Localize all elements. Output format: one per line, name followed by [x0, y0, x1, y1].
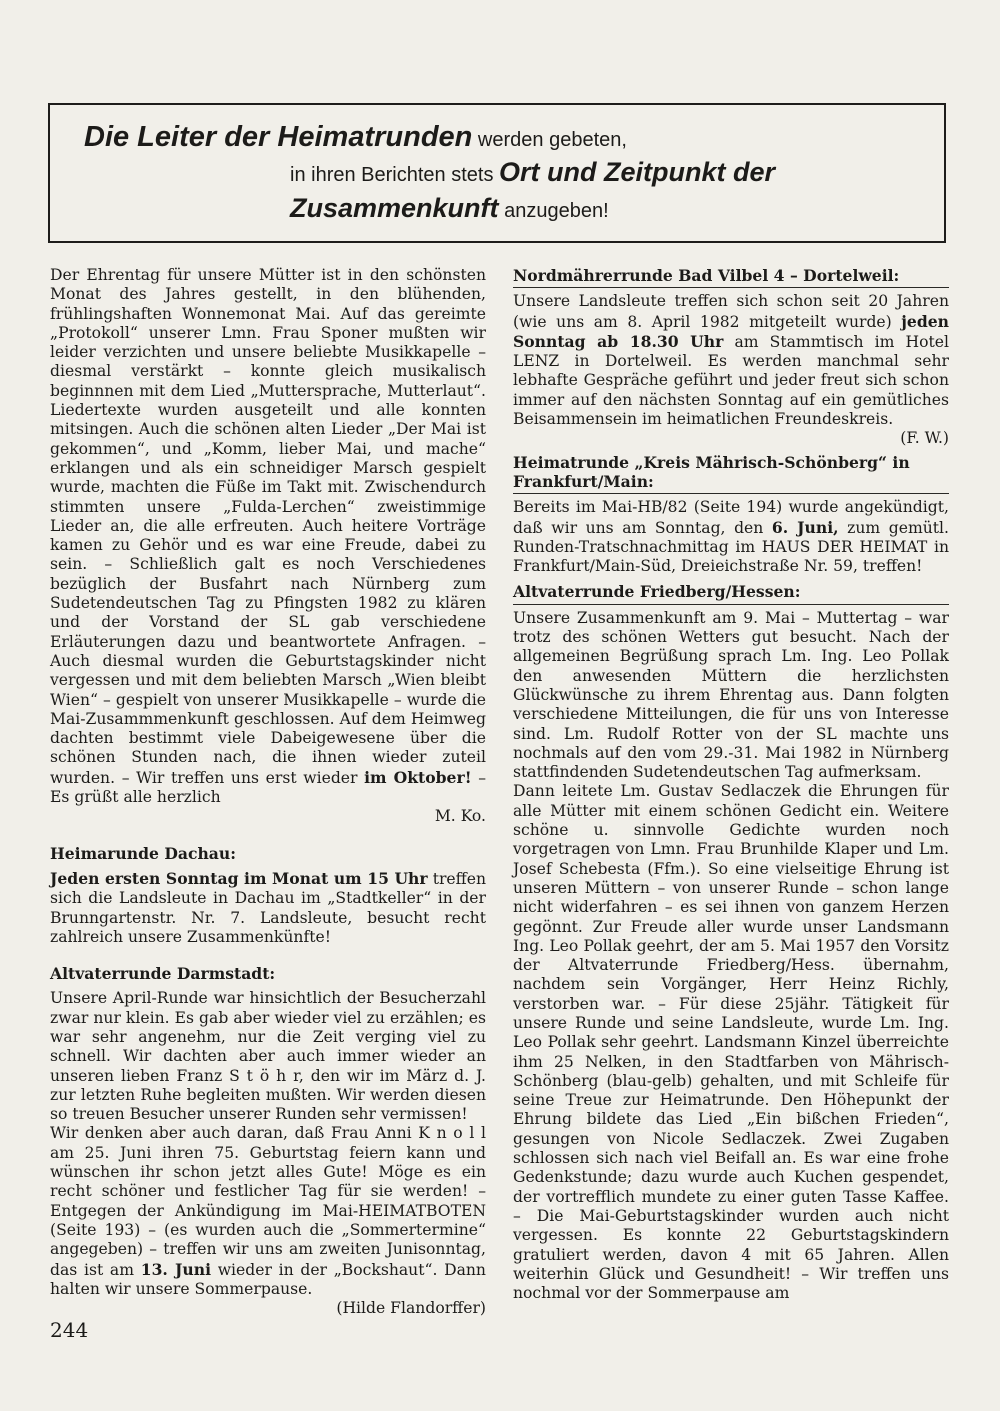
intro-paragraph: Der Ehrentag für unsere Mütter ist in den schönsten Monat des Jahres gestellt, in den blühenden, frühlingshaften Wonnemonat Mai. Auf das gereimte „Protokoll“ unserer Lmn. Frau Sponer mußten wir leider verzichten und unsere beliebte Musikkapelle – diesmal verstärkt – konnte gleich musikalisch beginnnen mit dem Lied „Muttersprache, Mutterlaut“. Liedertexte wurden ausgeteilt und alle konnten mitsingen. Auch die schönen alten Lieder „Der Mai ist gekommen“, und „Komm, lieber Mai, und mache“ erklangen und als ein schneidiger Marsch gespielt wurde, machten die Füße im Takt mit. Zwischendurch stimmten unsere „Fulda-Lerchen“ zweistimmige Lieder an, die alle erfreuten. Auch heitere Vorträge kamen zu Gehör und es war eine Freude, dabei zu sein. – Schließlich galt es noch Verschiedenes bezüglich der Busfahrt nach Nürnberg zum Sudetendeutschen Tag zu Pfingsten 1982 zu klären und der Vorstand der SL gab verschiedene Erläuterungen dazu und beantwortete Anfragen. – Auch diesmal wurden die Geburtstagskinder nicht vergessen und mit dem beliebten Marsch „Wien bleibt Wien“ – gespielt von unserer Musikkapelle – wurde die Mai-Zusammmenkunft geschlossen. Auf dem Heimweg dachten bestimmt viele Dabeigewesene über die schönen Stunden nach, die ihnen wieder zuteil wurden. – Wir treffen uns erst wieder im Oktober! – Es grüßt alle herzlich	[50, 266, 486, 807]
friedberg-rule	[513, 604, 949, 605]
vilbel-signature: (F. W.)	[900, 429, 949, 448]
vilbel-paragraph: Unsere Landsleute treffen sich schon seit 20 Jahren (wie uns am 8. April 1982 mitgeteilt wurde) jeden Sonntag ab 18.30 Uhr am Stammtisch im Hotel LENZ in Dortelweil. Es werden manchmal sehr lebhafte Gespräche geführt und jeder freut sich schon immer auf den nächsten Sonntag auf ein gemütliches Beisammensein im heimatlichen Freundeskreis.	[513, 292, 949, 429]
notice-box	[48, 103, 946, 243]
intro-signature: M. Ko.	[434, 807, 486, 826]
notice-line-2: in ihren Berichten stets Ort und Zeitpunkt der	[290, 157, 775, 187]
vilbel-heading: Nordmährerrunde Bad Vilbel 4 – Dortelweil:	[513, 266, 900, 285]
frankfurt-paragraph: Bereits im Mai-HB/82 (Seite 194) wurde angekündigt, daß wir uns am Sonntag, den 6. Juni, zum gemütl. Runden-Tratschnachmittag im HAUS DER HEIMAT in Frankfurt/Main-Süd, Dreieichstraße Nr. 59, treffen!	[513, 498, 949, 576]
left-column	[50, 266, 486, 1318]
frankfurt-heading: Heimatrunde „Kreis Mährisch-Schönberg“ in Frankfurt/Main:	[513, 452, 910, 491]
dachau-heading: Heimarunde Dachau:	[50, 843, 236, 863]
friedberg-paragraph-1: Unsere Zusammenkunft am 9. Mai – Muttertag – war trotz des schönen Wetters gut besucht. Nach der allgemeinen Begrüßung sprach Lm. Ing. Leo Pollak den anwesenden Müttern die herzlichsten Glückwünsche zu ihrem Ehrentag aus. Dann folgten verschiedene Mitteilungen, die für uns von Interesse sind. Lm. Rudolf Rotter von der SL machte uns nochmals auf den vom 29.-31. Mai 1982 in Nürnberg stattfindenden Sudetendeutschen Tag aufmerksam.	[513, 608, 949, 782]
page-number: 244	[50, 1318, 89, 1342]
notice-line-1: Die Leiter der Heimatrunden werden gebeten,	[84, 121, 627, 153]
friedberg-heading: Altvaterrunde Friedberg/Hessen:	[513, 582, 801, 602]
frankfurt-rule	[513, 493, 949, 494]
darmstadt-heading: Altvaterrunde Darmstadt:	[50, 964, 276, 984]
notice-line-3: Zusammenkunft anzugeben!	[290, 193, 609, 223]
dachau-paragraph: Jeden ersten Sonntag im Monat um 15 Uhr treffen sich die Landsleute in Dachau im „Stadtkeller“ in der Brunngartenstr. Nr. 7. Landsleute, besucht recht zahlreich unsere Zusammenkünfte!	[50, 868, 486, 946]
vilbel-rule	[513, 287, 949, 288]
darmstadt-paragraph-2: Wir denken aber auch daran, daß Frau Anni K n o l l am 25. Juni ihren 75. Geburtstag feiern kann und wünschen ihr schon jetzt alles Gute! Möge es ein recht schöner und festlicher Tag für sie werden! – Entgegen der Ankündigung im Mai-HEIMATBOTEN (Seite 193) – (es wurden auch die „Sommertermine“ angegeben) – treffen wir uns am zweiten Junisonntag, das ist am 13. Juni wieder in der „Bockshaut“. Dann halten wir unsere Sommerpause.	[50, 1124, 486, 1298]
darmstadt-signature: (Hilde Flandorffer)	[336, 1299, 486, 1318]
friedberg-paragraph-2: Dann leitete Lm. Gustav Sedlaczek die Ehrungen für alle Mütter mit einem schönen Gedicht ein. Weitere schöne u. sinnvolle Gedichte wurden noch vorgetragen von Lmn. Frau Brunhilde Klaper und Lm. Josef Schebesta (Ffm.). So eine vielseitige Ehrung ist unseren Müttern – von unserer Runde – schon lange nicht widerfahren – es sei ihnen von ganzem Herzen gegönnt. Zur Freude aller wurde unser Landsmann Ing. Leo Pollak geehrt, der am 5. Mai 1957 den Vorsitz der Altvaterrunde Friedberg/Hess. übernahm, nachdem sein Vorgänger, Herr Heinz Richly, verstorben war. – Für diese 25jähr. Tätigkeit für unsere Runde und seine Landsleute, wurde Lm. Ing. Leo Pollak sehr geehrt. Landsmann Kinzel überreichte ihm 25 Nelken, in den Stadtfarben von Mährisch-Schönberg (blau-gelb) gehalten, und mit Schleife für seine Treue zur Heimatrunde. Den Höhepunkt der Ehrung bildete das Lied „Ein bißchen Frieden“, gesungen von Nicole Sedlaczek. Zwei Zugaben schlossen sich nach viel Beifall an. Es war eine frohe Gedenkstunde; dazu wurde auch Kuchen gespendet, der vortrefflich mundete zu einer guten Tasse Kaffee. – Die Mai-Geburtstagskinder wurden auch nicht vergessen. Es konnte 22 Geburtstagskindern gratuliert werden, davon 4 mit 65 Jahren. Allen weiterhin Glück und Gesundheit! – Wir treffen uns nochmal vor der Sommerpause am	[513, 782, 949, 1303]
darmstadt-paragraph-1: Unsere April-Runde war hinsichtlich der Besucherzahl zwar nur klein. Es gab aber wieder viel zu erzählen; es war sehr angenehm, nur die Zeit verging viel zu schnell. Wir dachten aber auch immer wieder an unseren lieben Franz S t ö h r, den wir im März d. J. zur letzten Ruhe begleiten mußten. Wir werden diesen so treuen Besucher unserer Runden sehr vermissen!	[50, 989, 486, 1124]
right-column	[513, 266, 949, 1303]
